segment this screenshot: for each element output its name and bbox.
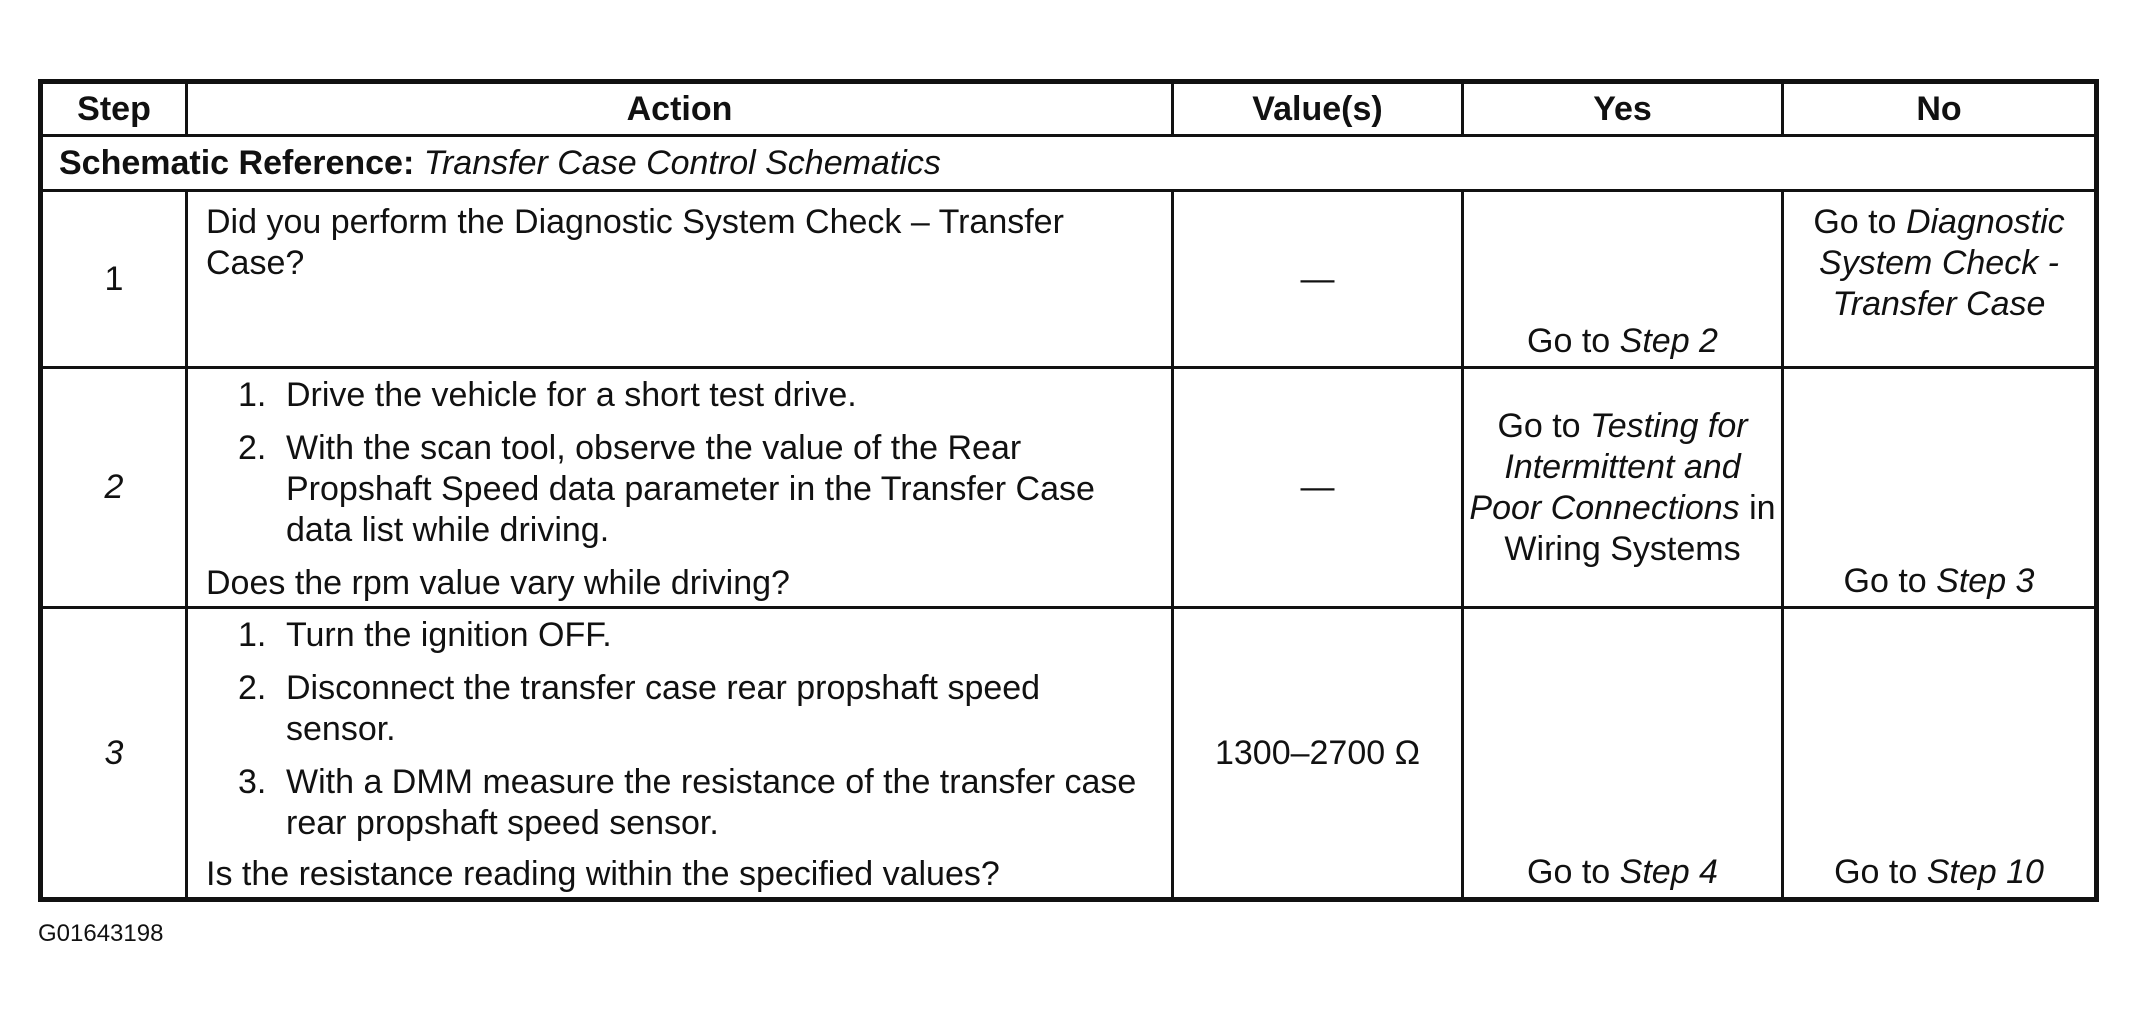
yes-cell [1463, 191, 1783, 368]
action-number: 2. [238, 429, 267, 467]
action-cell [187, 368, 1173, 608]
action-cell [187, 608, 1173, 900]
action-list-item [188, 668, 1157, 750]
action-question: Does the rpm value vary while driving? [206, 564, 790, 602]
action-list [188, 609, 1171, 844]
no-instruction [1784, 192, 2094, 325]
action-number: 1. [238, 376, 267, 414]
yes-prefix: Go to [1527, 853, 1611, 891]
no-prefix: Go to [1813, 203, 1897, 241]
action-number: 1. [238, 616, 267, 654]
action-text: With the scan tool, observe the value of the Rear Propshaft Speed data parameter in the Transfer Case data list while driving. [286, 429, 1095, 549]
header-values: Value(s) [1173, 82, 1463, 136]
action-text: With a DMM measure the resistance of the transfer case rear propshaft speed sensor. [286, 763, 1137, 842]
table-row [41, 368, 2097, 608]
action-text: Drive the vehicle for a short test drive. [286, 376, 857, 414]
no-prefix: Go to [1834, 853, 1918, 891]
schematic-reference-link[interactable]: Transfer Case Control Schematics [423, 143, 941, 182]
no-link[interactable]: Step 10 [1926, 853, 2044, 891]
no-cell [1783, 191, 2097, 368]
header-row [41, 82, 2097, 136]
header-action: Action [187, 82, 1173, 136]
action-text: Disconnect the transfer case rear propshaft speed sensor. [286, 669, 1041, 748]
yes-link[interactable]: Testing for Intermittent and Poor Connections [1469, 406, 1748, 527]
no-link[interactable]: Step 3 [1936, 562, 2035, 600]
no-prefix: Go to [1843, 562, 1927, 600]
yes-cell [1463, 608, 1783, 900]
yes-cell [1463, 368, 1783, 608]
action-cell [187, 191, 1173, 368]
step-number: 1 [41, 191, 187, 368]
value-cell: — [1173, 368, 1463, 608]
yes-link[interactable]: Step 2 [1619, 322, 1718, 360]
action-list-item [188, 375, 1157, 416]
table-row [41, 191, 2097, 368]
action-list [188, 369, 1171, 551]
yes-suffix: in Wiring Systems [1504, 488, 1776, 568]
value-cell: 1300–2700 Ω [1173, 608, 1463, 900]
action-number: 2. [238, 669, 267, 707]
diagnostic-table [38, 79, 2099, 902]
yes-prefix: Go to [1527, 322, 1611, 360]
yes-instruction [1464, 321, 1781, 362]
no-cell [1783, 368, 2097, 608]
no-link[interactable]: Diagnostic System Check - Transfer Case [1819, 203, 2065, 323]
action-question: Is the resistance reading within the specified values? [206, 855, 1000, 893]
no-instruction [1784, 852, 2094, 893]
header-yes: Yes [1463, 82, 1783, 136]
no-instruction [1784, 561, 2094, 602]
value-cell: — [1173, 191, 1463, 368]
action-question: Did you perform the Diagnostic System Check – Transfer Case? [206, 203, 1064, 282]
yes-instruction [1464, 406, 1781, 570]
schematic-reference-label: Schematic Reference: [59, 143, 415, 182]
step-number: 2 [41, 368, 187, 608]
step-number: 3 [41, 608, 187, 900]
yes-link[interactable]: Step 4 [1619, 853, 1718, 891]
no-cell [1783, 608, 2097, 900]
action-text: Turn the ignition OFF. [286, 616, 612, 654]
yes-prefix: Go to [1497, 406, 1581, 445]
figure-id: G01643198 [38, 920, 164, 947]
schematic-reference [41, 136, 2097, 191]
table-row [41, 608, 2097, 900]
action-list-item [188, 428, 1157, 551]
header-step: Step [41, 82, 187, 136]
schematic-reference-row [41, 136, 2097, 191]
action-list-item [188, 615, 1157, 656]
action-list-item [188, 762, 1157, 844]
header-no: No [1783, 82, 2097, 136]
yes-instruction [1464, 852, 1781, 893]
action-number: 3. [238, 763, 267, 801]
